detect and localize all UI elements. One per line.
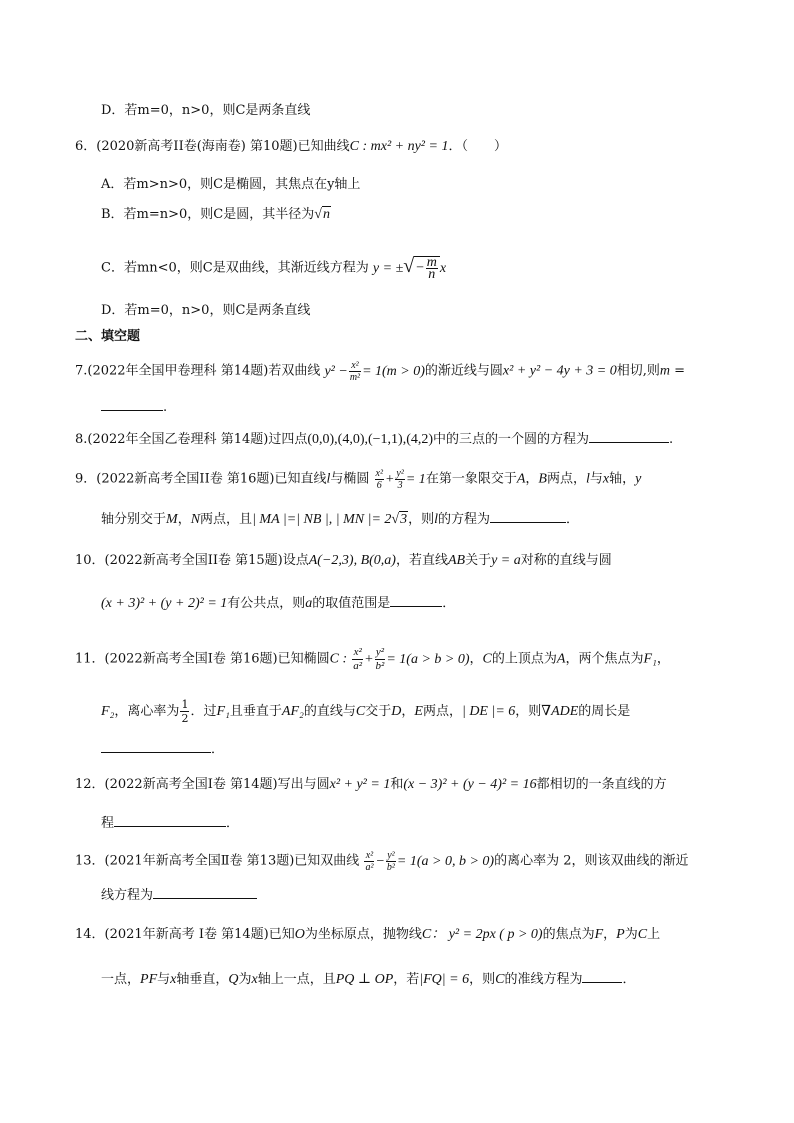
- q10-source: (2022新高考全国II卷 第15题): [104, 553, 283, 568]
- section-title: 二、填空题: [75, 329, 141, 344]
- q14-text-d: ，: [603, 927, 617, 942]
- q6-stem: [75, 138, 507, 156]
- q11-text-e: ，离心率为: [114, 704, 180, 719]
- q10-end: ．: [442, 596, 456, 611]
- q13-line2-text: 线方程为: [101, 888, 154, 903]
- q10-number: 10．: [75, 553, 105, 568]
- q12-line2: [101, 814, 239, 833]
- q9-y: y: [635, 471, 642, 487]
- q13-line1: [75, 850, 688, 873]
- q9-comma: ，: [525, 471, 539, 487]
- q12-source: (2022新高考全国I卷 第14题): [104, 777, 278, 792]
- q9-line2-b: 两点，且: [200, 512, 253, 527]
- q6-option-a: A．若m>n>0，则C是椭圆，其焦点在y轴上: [101, 177, 361, 192]
- q9-radicand: 3: [400, 512, 408, 527]
- q7-answer-line: [101, 398, 167, 417]
- q9-comma-2: ，: [177, 512, 191, 527]
- q13-hyperbola: $\frac{\text{x²}}{\text{a²}}$ − $\frac{\text{y²}}{\text{b²}}$ = 1(a > 0, b > 0): [365, 850, 495, 873]
- q14-line2-a: 一点，: [101, 972, 141, 987]
- q11-E: E: [414, 704, 423, 719]
- q11-triangle: ∇ADE: [541, 704, 579, 719]
- q11-text-g: 且垂直于: [229, 704, 282, 719]
- q6-option-c-text: C．若mn<0，则C是双曲线，其渐近线方程为: [101, 260, 369, 276]
- q9-l: l: [326, 471, 331, 487]
- q14-line2-c: 轴垂直，: [176, 972, 229, 987]
- q11-text-i: 交于: [365, 704, 392, 719]
- q10-text-b: ，若直线: [395, 553, 448, 568]
- q14-text-a: 已知: [268, 927, 295, 942]
- q9-line2: 轴分别交于M，N两点，且| MA |=| NB |, | MN |= 2√3，则l的方程为 ．: [101, 512, 580, 527]
- q7-text-c: 相切,则: [616, 363, 660, 379]
- q9-N: N: [190, 512, 201, 527]
- q14-text-c: 的焦点为: [542, 927, 595, 942]
- q11-source: (2022新高考全国I卷 第16题): [104, 651, 278, 667]
- q9-l-3: l: [434, 512, 439, 527]
- q13-text-b: 的离心率为 2，则该双曲线的渐近: [494, 853, 689, 869]
- q8-answer-blank[interactable]: [589, 430, 669, 443]
- q8-stem: [75, 430, 673, 449]
- q9-text-f: 轴，: [609, 471, 636, 487]
- q11-F2: F₂: [101, 704, 115, 719]
- q9-text-d: 两点，: [546, 471, 586, 487]
- q6-option-b-radicand: n: [322, 207, 330, 222]
- q11-text-j: 两点，: [422, 704, 462, 719]
- q10-text-a: 设点: [282, 553, 309, 568]
- q10-text-c: 关于: [465, 553, 492, 568]
- q6-curve: C : mx² + ny² = 1: [349, 139, 449, 154]
- q12-line1: [75, 776, 667, 794]
- q6-number: 6．: [75, 139, 97, 154]
- q8-points: (0,0),(4,0),(−1,1),(4,2): [307, 432, 434, 447]
- q11-line2: F₂，离心率为 $\frac{1}{2}$ ．过F₁且垂直于AF₂的直线与C交于D，E两点，| DE |= 6，则∇ADE的周长是: [101, 698, 631, 725]
- q14-P: P: [616, 927, 625, 942]
- q9-cond2: , | MN |= 2: [328, 512, 392, 527]
- q9-text-c: 在第一象限交于: [425, 471, 517, 487]
- q11-DE: | DE |= 6: [461, 704, 516, 719]
- q14-FQ: |FQ| = 6: [419, 972, 470, 987]
- q11-end: ．: [211, 742, 225, 757]
- q14-line2-e: 轴上一点，且: [257, 972, 336, 987]
- q13-line2: [101, 886, 257, 905]
- q8-text-b: 中的三点的一个圆的方程为: [433, 432, 590, 447]
- q7-text-a: 若双曲线: [268, 363, 321, 379]
- q10-circle: (x + 3)² + (y + 2)² = 1: [101, 596, 228, 611]
- q11-text-h: 的直线与: [303, 704, 356, 719]
- q11-half-d: 2: [181, 712, 189, 725]
- q14-line1: [75, 926, 660, 944]
- q7-eq: =: [670, 363, 686, 379]
- q9-l-2: l: [585, 471, 590, 487]
- q11-text-d: ，两个焦点为: [565, 651, 644, 667]
- q6-option-d: D．若m=0，n>0，则C是两条直线: [101, 303, 311, 318]
- q12-text-c: 都相切的一条直线的方: [536, 777, 667, 792]
- q14-end: ．: [622, 972, 636, 987]
- q8-number: 8.: [75, 432, 88, 447]
- q11-line1: 11．(2022新高考全国I卷 第16题)已知椭圆C : $\frac{\text{x²}}{\text{a²}}$ + $\frac{\text{y²}}{\text{b²}}$ = 1(a > b > 0)，C的上顶点为A，两个焦点为F₁，: [75, 646, 670, 672]
- q10-text-d: 对称的直线与圆: [520, 553, 612, 568]
- q14-line2-d: 为: [238, 972, 252, 987]
- q10-line2: [101, 594, 455, 613]
- q12-text-b: 和: [390, 777, 404, 792]
- q6-option-c: [101, 256, 446, 280]
- q14-line2-f: ，若: [393, 972, 420, 987]
- q12-answer-blank[interactable]: [114, 814, 226, 827]
- q11-answer-line: [101, 740, 224, 759]
- q6-option-b: [101, 206, 331, 224]
- q8-text-a: 过四点: [268, 432, 308, 447]
- q9-A: A: [516, 471, 526, 487]
- q6-option-b-text: B．若m=n>0，则C是圆，其半径为: [101, 207, 315, 222]
- q9-B: B: [538, 471, 547, 487]
- q7-circle: x² + y² − 4y + 3 = 0: [502, 363, 617, 379]
- q14-source: (2021年新高考 I卷 第14题): [104, 927, 269, 942]
- q9-line2-a: 轴分别交于: [101, 512, 167, 527]
- q11-text-a: 已知椭圆: [277, 651, 330, 667]
- q9-text-e: 与: [589, 471, 603, 487]
- q11-C: C :: [329, 651, 348, 667]
- q7-hyperbola: y² − $\frac{\text{x²}}{\text{m²}}$ = 1(m > 0): [324, 360, 425, 383]
- q7-source: (2022年全国甲卷理科 第14题): [87, 363, 269, 379]
- q11-text-k: ，则: [515, 704, 542, 719]
- q13-answer-blank[interactable]: [153, 886, 257, 899]
- q14-answer-blank[interactable]: [582, 970, 622, 983]
- q13-text-a: 已知双曲线: [294, 853, 360, 869]
- q10-points: A(−2,3), B(0,a): [308, 553, 396, 568]
- q11-A: A: [556, 651, 566, 667]
- q9-text-b: 与椭圆: [330, 471, 370, 487]
- q7-answer-blank[interactable]: [101, 398, 163, 411]
- q12-circle2: (x − 3)² + (y − 4)² = 16: [403, 777, 537, 792]
- q11-D: D: [391, 704, 402, 719]
- q9-M: M: [166, 512, 178, 527]
- q14-number: 14．: [75, 927, 105, 942]
- q11-text-f: ．过: [190, 704, 217, 719]
- q14-line2-h: 的准线方程为: [504, 972, 583, 987]
- q9-answer-blank[interactable]: [490, 510, 566, 523]
- q6-asymptote: y = ±√− $\frac{m}{n}$ x: [372, 254, 447, 282]
- q14-text-e: 为: [624, 927, 638, 942]
- q14-parabola: C： y² = 2px ( p > 0): [421, 927, 543, 942]
- q6-stem-text: 已知曲线: [297, 139, 350, 154]
- q10-text-f: 的取值范围是: [312, 596, 391, 611]
- q9-ellipse: $\frac{\text{x²}}{6}$ + $\frac{\text{y²}}{3}$ = 1: [375, 468, 426, 491]
- q10-line1: [75, 552, 612, 570]
- q5-option-d: D．若m=0，n>0，则C是两条直线: [101, 103, 311, 118]
- q13-source: (2021年新高考全国Ⅱ卷 第13题): [104, 853, 295, 869]
- q8-end: .: [669, 432, 674, 447]
- q11-F1: F₁: [643, 651, 657, 667]
- q9-number: 9．: [75, 471, 97, 487]
- q11-number: 11．: [75, 651, 105, 667]
- q14-perp: PQ ⊥ OP: [335, 972, 394, 987]
- q14-x-2: x: [251, 972, 258, 987]
- q12-text-a: 写出与圆: [277, 777, 330, 792]
- q6-answer-paren: ．（ ）: [448, 139, 507, 154]
- q14-text-b: 为坐标原点，抛物线: [304, 927, 422, 942]
- q10-AB: AB: [447, 553, 466, 568]
- q12-number: 12．: [75, 777, 105, 792]
- q13-cond: = 1(a > 0, b > 0): [396, 853, 495, 869]
- q14-x: x: [170, 972, 177, 987]
- q9-line2-c: ，则: [408, 512, 435, 527]
- q11-answer-blank[interactable]: [101, 740, 211, 753]
- q11-text-l: 的周长是: [578, 704, 631, 719]
- q8-source: (2022年全国乙卷理科 第14题): [87, 432, 269, 447]
- q9-line2-d: 的方程为: [438, 512, 491, 527]
- q7-text-b: 的渐近线与圆: [424, 363, 503, 379]
- q12-end: ．: [226, 816, 240, 831]
- q11-AF2: AF₂: [281, 704, 304, 719]
- q12-circle1: x² + y² = 1: [329, 777, 391, 792]
- q14-C: C: [637, 927, 648, 942]
- q11-text-b: ，: [469, 651, 483, 667]
- q10-text-e: 有公共点，则: [227, 596, 306, 611]
- q14-text-f: 上: [647, 927, 661, 942]
- q9-cond1: | MA |=| NB |: [252, 512, 329, 527]
- q14-line2-b: 与: [157, 972, 171, 987]
- q14-line2: [101, 970, 635, 989]
- q11-half-n: 1: [181, 698, 189, 711]
- q14-PF: PF: [140, 972, 158, 987]
- q9-source: (2022新高考全国II卷 第16题): [96, 471, 275, 487]
- q9-x: x: [602, 471, 610, 487]
- q14-F: F: [594, 927, 604, 942]
- q12-line2-text: 程: [101, 816, 115, 831]
- q9-line1: [75, 468, 641, 491]
- q6-option-b-radius: √n: [314, 207, 330, 222]
- q14-O: O: [294, 927, 305, 942]
- q14-line2-g: ，则: [469, 972, 496, 987]
- q7-number: 7.: [75, 363, 88, 379]
- q9-end: ．: [566, 512, 580, 527]
- q14-C-2: C: [495, 972, 505, 987]
- q7-end: .: [163, 400, 168, 415]
- q7-var: m: [659, 363, 671, 379]
- q10-ya: y = a: [491, 553, 521, 568]
- q7-stem: [75, 360, 685, 383]
- q11-cond: = 1(a > b > 0): [386, 651, 470, 667]
- q14-Q: Q: [228, 972, 239, 987]
- q9-text-a: 已知直线: [274, 471, 327, 487]
- q10-a: a: [305, 596, 313, 611]
- q9-ellipse-rest: = 1: [405, 471, 426, 487]
- q6-source: (2020新高考II卷(海南卷) 第10题): [96, 139, 298, 154]
- q11-text-c: 的上顶点为: [491, 651, 557, 667]
- q11-ellipse: $\frac{\text{x²}}{\text{a²}}$ + $\frac{\text{y²}}{\text{b²}}$ = 1(a > b > 0): [353, 646, 470, 672]
- q10-answer-blank[interactable]: [390, 594, 442, 607]
- q13-number: 13．: [75, 853, 105, 869]
